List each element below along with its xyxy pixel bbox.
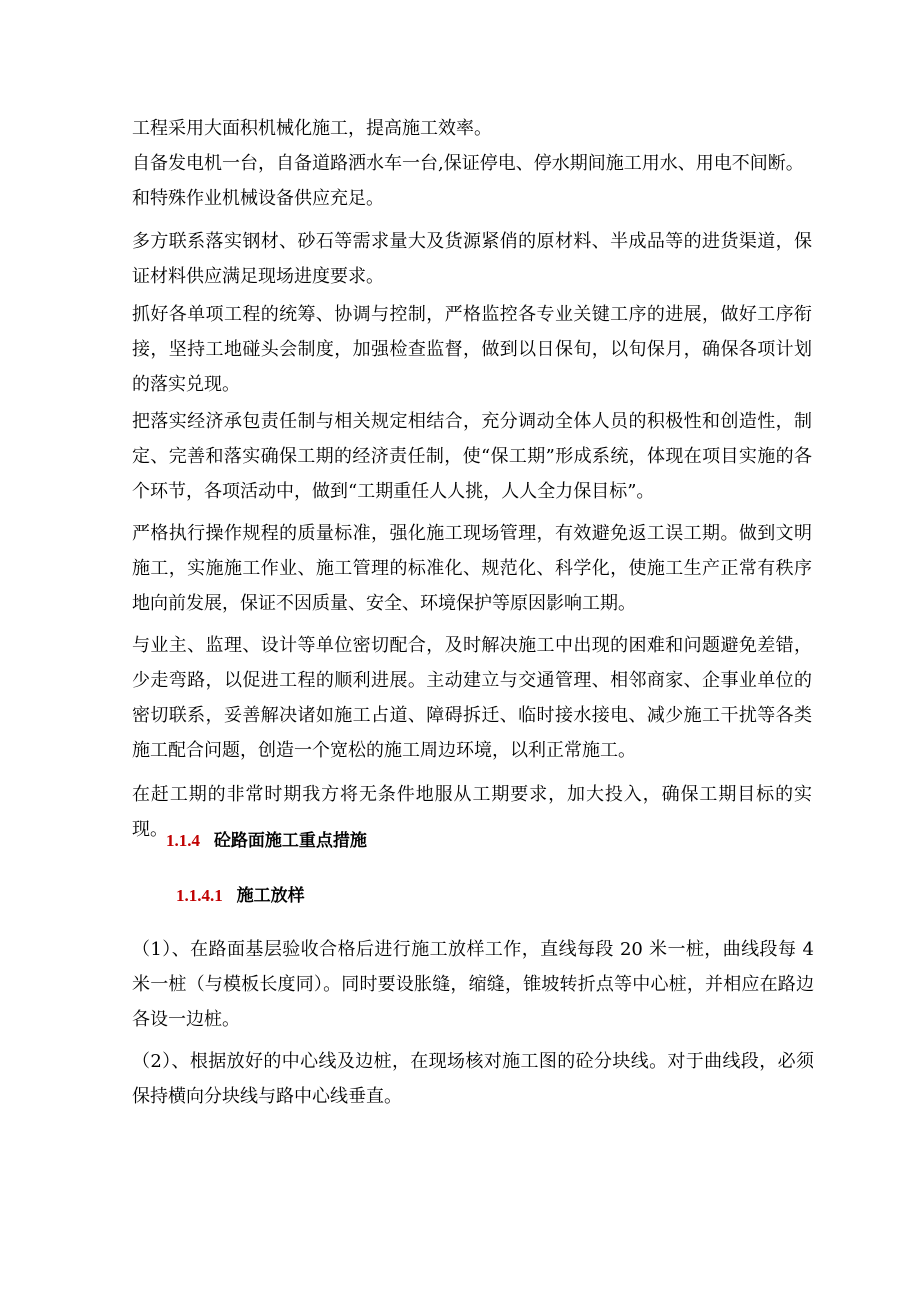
paragraph-responsibility-system: 把落实经济承包责任制与相关规定相结合，充分调动全体人员的积极性和创造性，制定、完善和落实确保工期的经济责任制，使“保工期”形成系统，体现在项目实施的各个环节，各项活动中，做到“工期重任人人挑，人人全力保目标”。 bbox=[132, 411, 812, 502]
subsection-number: 1.1.4.1 bbox=[176, 886, 223, 905]
paragraph-cooperation: 与业主、监理、设计等单位密切配合，及时解决施工中出现的困难和问题避免差错，少走弯路，以促进工程的顺利进展。主动建立与交通管理、相邻商家、企事业单位的密切联系，妥善解决诸如施工占道、障碍拆迁、临时接水接电、减少施工干扰等各类施工配合问题，创造一个宽松的施工周边环境，以利正常施工。 bbox=[132, 635, 812, 761]
paragraph-mechanized-construction: 工程采用大面积机械化施工，提高施工效率。 bbox=[132, 118, 492, 139]
subsection-heading bbox=[176, 884, 305, 908]
section-heading bbox=[166, 829, 367, 853]
paragraph-rush-period: 在赶工期的非常时期我方将无条件地服从工期要求，加大投入，确保工期目标的实现。 bbox=[132, 784, 812, 840]
paragraph-quality-standards: 严格执行操作规程的质量标准，强化施工现场管理，有效避免返工误工期。做到文明施工，实施施工作业、施工管理的标准化、规范化、科学化，使施工生产正常有秩序地向前发展，保证不因质量、安全、环境保护等原因影响工期。 bbox=[132, 523, 812, 614]
subsection-title: 施工放样 bbox=[236, 886, 305, 906]
step-1-paragraph: （1）、在路面基层验收合格后进行施工放样工作，直线每段 20 米一桩，曲线段每 4 米一桩（与模板长度同）。同时要设胀缝，缩缝，锥坡转折点等中心桩，并相应在路边各设一边桩。 bbox=[132, 939, 814, 1030]
step-2-paragraph: （2）、根据放好的中心线及边桩，在现场核对施工图的砼分块线。对于曲线段，必须保持横向分块线与路中心线垂直。 bbox=[132, 1051, 814, 1107]
paragraph-material-supply: 多方联系落实钢材、砂石等需求量大及货源紧俏的原材料、半成品等的进货渠道，保证材料供应满足现场进度要求。 bbox=[132, 231, 812, 287]
paragraph-generator-water-truck: 自备发电机一台，自备道路洒水车一台,保证停电、停水期间施工用水、用电不间断。 bbox=[132, 153, 804, 174]
section-title: 砼路面施工重点措施 bbox=[213, 831, 367, 851]
paragraph-special-machinery: 和特殊作业机械设备供应充足。 bbox=[132, 188, 384, 209]
section-number: 1.1.4 bbox=[166, 831, 200, 850]
paragraph-coordination-control: 抓好各单项工程的统筹、协调与控制，严格监控各专业关键工序的进展，做好工序衔接，坚持工地碰头会制度，加强检查监督，做到以日保旬，以旬保月，确保各项计划的落实兑现。 bbox=[132, 304, 812, 395]
